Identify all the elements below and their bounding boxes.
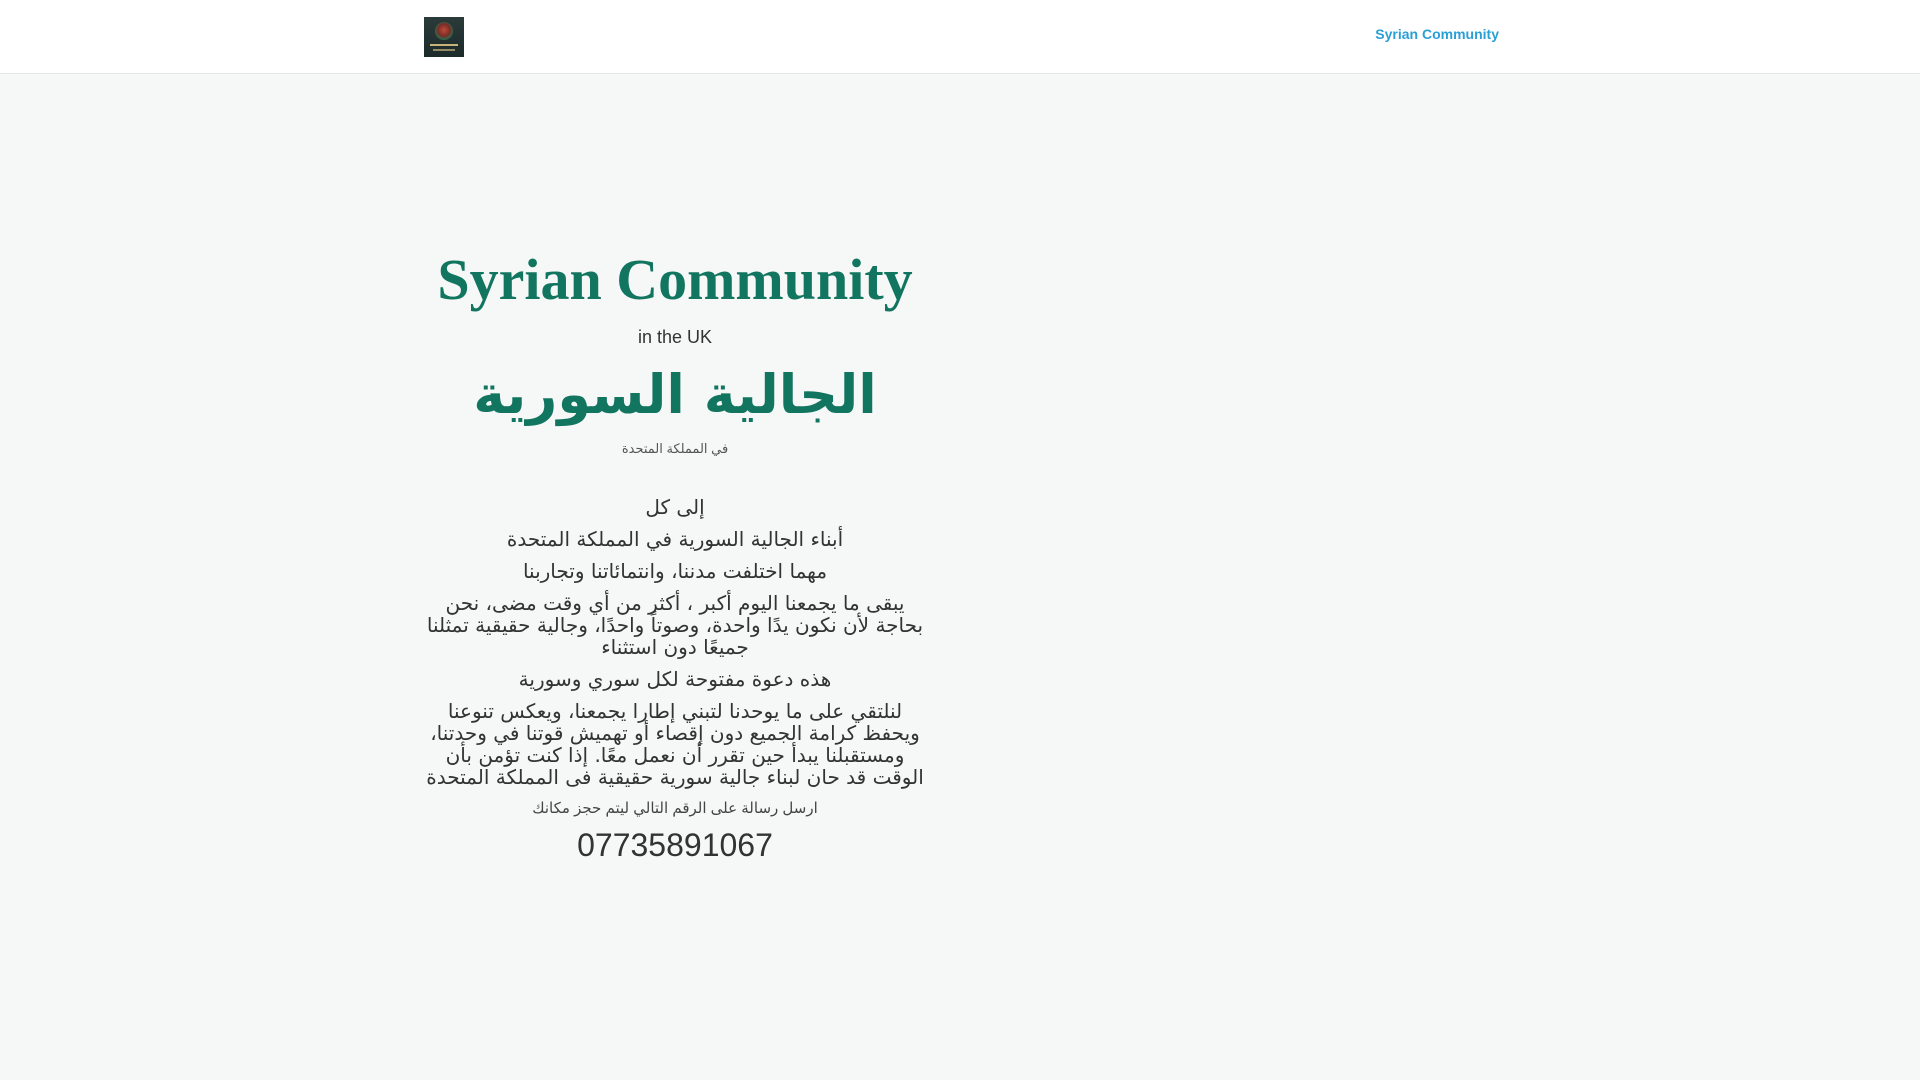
message-line: لنلتقي على ما يوحدنا لتبني إطارا يجمعنا، ويعكس تنوعنا ويحفظ كرامة الجميع دون إقصاء أو تهميش قوتنا في وحدتنا، ومستقبلنا يبدأ حين تقرر أن نعمل معًا. إذا كنت تؤمن بأن الوقت قد حان لبناء جالية سورية حقيقية فى المملكة المتحدة xyxy=(426,699,924,789)
logo-text-decoration xyxy=(430,44,458,46)
hero-title-arabic: الجالية السورية xyxy=(473,363,877,426)
logo-text-decoration xyxy=(433,49,455,51)
message-line: هذه دعوة مفتوحة لكل سوري وسورية xyxy=(518,667,832,691)
site-header xyxy=(0,0,1920,74)
hero-subtitle: in the UK xyxy=(637,327,713,347)
hero-subtitle-arabic: في المملكة المتحدة xyxy=(621,441,729,456)
message-line: مهما اختلفت مدننا، وانتمائاتنا وتجاربنا xyxy=(522,559,828,583)
cta-text: ارسل رسالة على الرقم التالي ليتم حجز مكانك xyxy=(532,800,818,817)
nav-link-syrian-community[interactable]: Syrian Community xyxy=(1375,26,1499,42)
message-line: أبناء الجالية السورية في المملكة المتحدة xyxy=(506,527,844,551)
site-logo[interactable] xyxy=(424,17,464,57)
message-line: إلى كل xyxy=(645,495,705,519)
phone-number[interactable]: 07735891067 xyxy=(577,827,773,863)
hero-title: Syrian Community xyxy=(437,247,913,312)
main-content xyxy=(424,240,926,864)
invitation-message xyxy=(424,496,926,788)
message-line: يبقى ما يجمعنا اليوم أكبر ، أكثر من أي وقت مضى، نحن بحاجة لأن نكون يدًا واحدة، وصوتاً واحدًا، وجالية حقيقية تمثلنا جميعًا دون استثناء xyxy=(426,591,924,659)
logo-emblem-icon xyxy=(435,22,453,40)
